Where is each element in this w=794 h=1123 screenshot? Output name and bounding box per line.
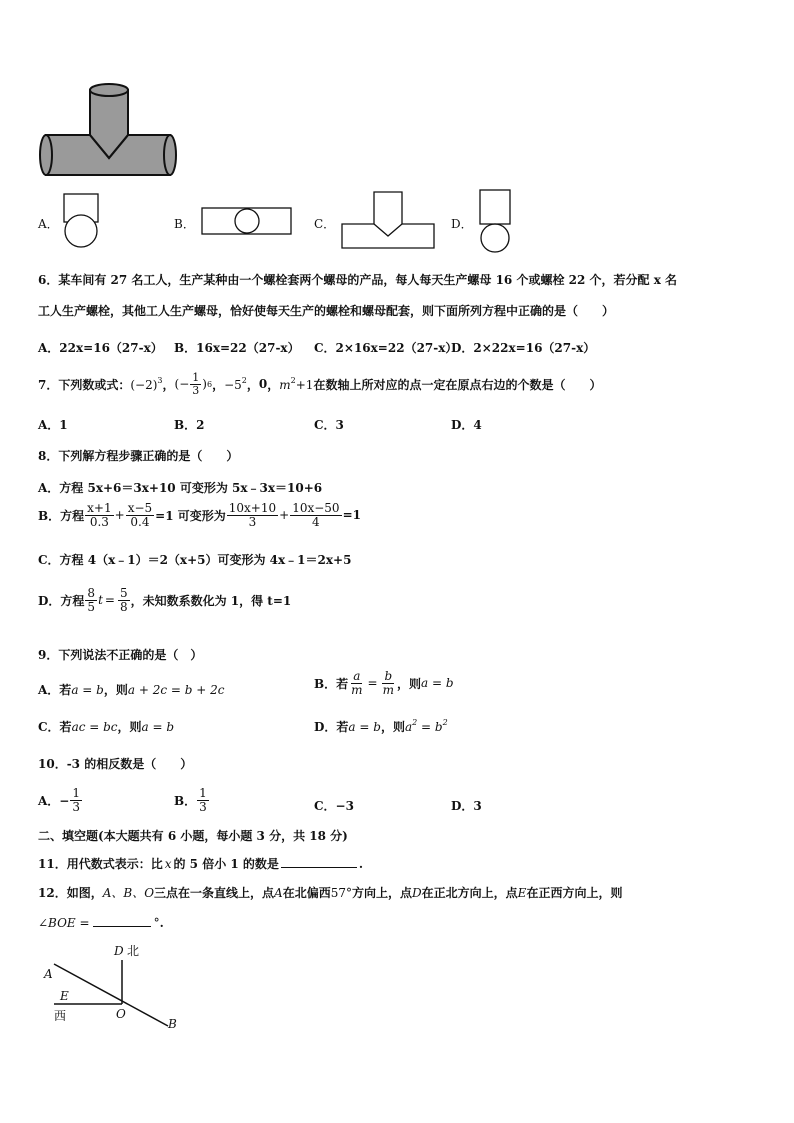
q7-option-b: B．2 — [174, 418, 205, 432]
label-B: B — [168, 1017, 177, 1031]
q6-option-b: B．16x=22（27-x） — [174, 341, 300, 355]
q12-stem-line2: ∠BOE = ° . — [38, 916, 164, 930]
q9-option-c: C．若ac = bc，则a = b — [38, 720, 175, 734]
q7-expr-2: (− $\frac{1}{3}$ ) 6 — [174, 371, 213, 397]
label-E: E — [60, 989, 69, 1003]
q7-option-a: A．1 — [38, 418, 68, 432]
label-O: O — [116, 1007, 126, 1021]
option-c-view — [338, 190, 438, 252]
q12-answer-blank[interactable] — [93, 914, 151, 927]
option-b-view — [200, 206, 295, 238]
q10-option-a: A．− $\frac{1}{3}$ — [38, 786, 81, 814]
q9-option-d: D．若a = b，则$a^2 = b^2$ — [314, 718, 448, 734]
q7-expr-3: $-5^2$ — [224, 376, 247, 393]
label-west: 西 — [54, 1009, 67, 1023]
q11-answer-blank[interactable] — [281, 855, 357, 868]
label-D: D — [114, 944, 124, 958]
q8-option-c: C．方程 4（x﹣1）＝2（x+5）可变形为 4x﹣1＝2x+5 — [38, 553, 352, 567]
q7-option-c: C．3 — [314, 418, 344, 432]
q12-stem-line1: 12．如图，A、B、O三点在一条直线上，点A在北偏西57°方向上，点D在正北方向上，点E在正西方向上，则 — [38, 886, 623, 900]
q11-stem: 11．用代数式表示：比 x 的 5 倍小 1 的数是 . — [38, 857, 364, 871]
q6-stem-line1: 6．某车间有 27 名工人，生产某种由一个螺栓套两个螺母的产品，每人每天生产螺母 16 个或螺栓 22 个，若分配 x 名 — [38, 273, 678, 287]
q6-stem-line2: 工人生产螺栓，其他工人生产螺母，恰好使每天生产的螺栓和螺母配套，则下面所列方程中正确的是（ ） — [38, 304, 615, 318]
q7-prefix: 7．下列数或式： — [38, 377, 131, 392]
q7-expr-4: 0 — [258, 377, 268, 392]
q7-suffix: 在数轴上所对应的点一定在原点右边的个数是（ ） — [313, 377, 602, 392]
q10-option-d: D．3 — [451, 799, 482, 813]
pipe-tee-figure — [30, 80, 190, 180]
q8-stem: 8．下列解方程步骤正确的是（ ） — [38, 449, 239, 463]
q7-option-d: D．4 — [451, 418, 482, 432]
q8-option-b: B．方程 $\frac{x+1}{0.3}$ + $\frac{x-5}{0.4}$ =1 可变形为 $\frac{10x+10}{3}$ + $\frac{10x-50}{4}$ =1 — [38, 501, 361, 529]
q6-option-a: A．22x=16（27-x） — [38, 341, 163, 355]
label-north: 北 — [127, 944, 140, 958]
label-A: A — [44, 967, 53, 981]
q9-stem: 9．下列说法不正确的是（ ） — [38, 648, 203, 662]
q10-option-c: C．−3 — [314, 799, 354, 813]
q8-option-a: A．方程 5x+6＝3x+10 可变形为 5x﹣3x＝10+6 — [38, 481, 323, 495]
q8-option-d: D．方程 $\frac{8}{5}$ t = $\frac{5}{8}$ ，未知数系数化为 1，得 t=1 — [38, 586, 292, 614]
q6-option-d: D．2×22x=16（27-x） — [451, 341, 596, 355]
section-2-heading: 二、填空题(本大题共有 6 小题，每小题 3 分，共 18 分) — [38, 829, 348, 843]
q9-option-b: B．若 $\frac{a}{m}$ = $\frac{b}{m}$ ，则 a = b — [314, 669, 454, 697]
q7-expr-1: $(-2)^3$ — [130, 376, 163, 393]
q7-expr-5: $m^2+1$ — [279, 376, 314, 393]
q6-option-c: C．2×16x=22（27-x） — [314, 341, 458, 355]
option-b-label: B． — [174, 217, 195, 231]
option-a-label: A． — [38, 217, 59, 231]
q10-stem: 10．-3 的相反数是（ ） — [38, 757, 193, 771]
option-a-view — [62, 192, 102, 252]
q9-option-a: A．若a = b，则a + 2c = b + 2c — [38, 683, 225, 697]
option-c-label: C． — [314, 217, 336, 231]
option-d-label: D． — [451, 217, 473, 231]
q7-stem: 7．下列数或式： $(-2)^3$ ， (− $\frac{1}{3}$ ) 6 ， $-5^2$ ， 0 ， $m^2+1$ 在数轴上所对应的点一定在原点右边的个数是（ ） — [38, 371, 602, 397]
q10-option-b: B． $\frac{1}{3}$ — [174, 786, 207, 814]
option-d-view — [476, 188, 516, 258]
